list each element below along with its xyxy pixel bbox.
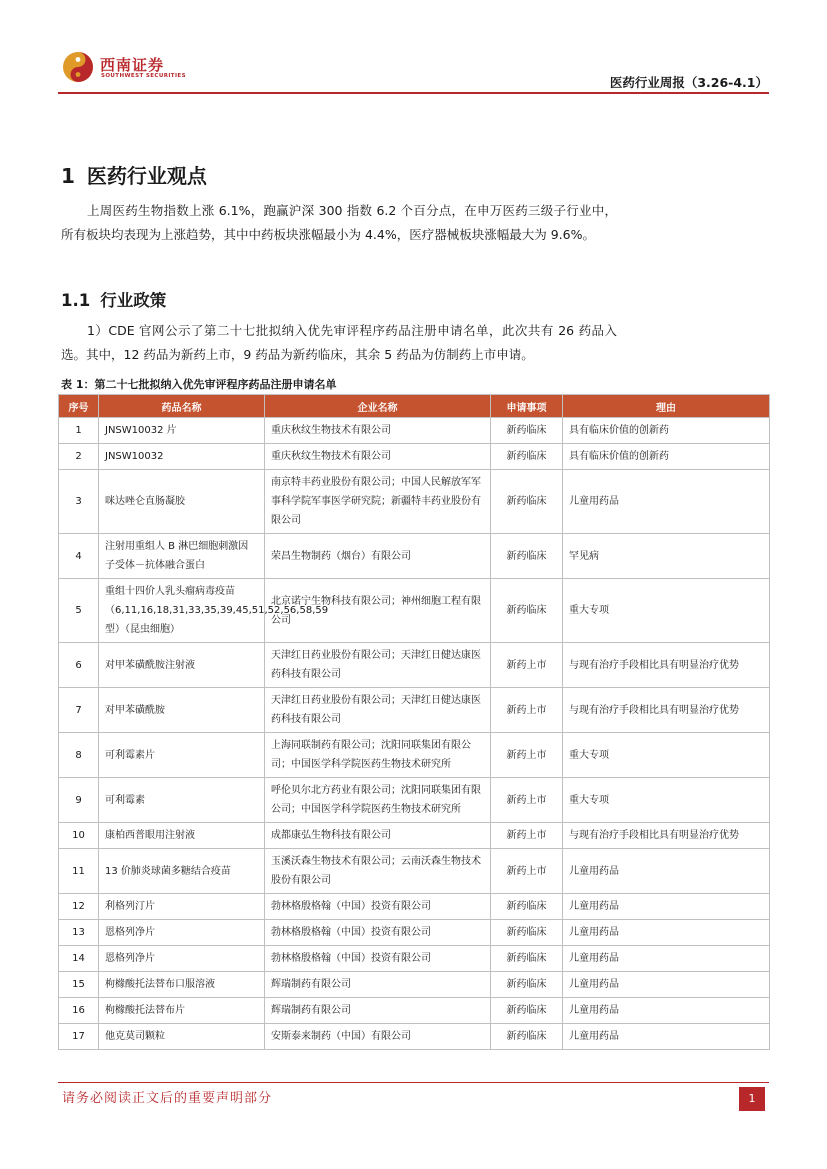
cell-company: 安斯泰来制药（中国）有限公司 — [265, 1024, 491, 1050]
cell-application: 新药上市 — [491, 688, 563, 733]
cell-company: 荣昌生物制药（烟台）有限公司 — [265, 534, 491, 579]
table-row — [59, 972, 770, 998]
cell-index: 14 — [59, 946, 99, 972]
footer-disclaimer: 请务必阅读正文后的重要声明部分 — [62, 1091, 273, 1106]
cell-company: 勃林格殷格翰（中国）投资有限公司 — [265, 920, 491, 946]
table-row — [59, 733, 770, 778]
cell-reason: 罕见病 — [563, 534, 770, 579]
cell-reason: 儿童用药品 — [563, 1024, 770, 1050]
cell-company: 重庆秋纹生物技术有限公司 — [265, 418, 491, 444]
logo-english-name: SOUTHWEST SECURITIES — [101, 73, 186, 79]
cell-reason: 重大专项 — [563, 778, 770, 823]
table-header-row — [59, 395, 770, 418]
cell-drug: 可利霉素片 — [99, 733, 265, 778]
section-paragraph: 上周医药生物指数上涨 6.1%，跑赢沪深 300 指数 6.2 个百分点，在申万医药三级子行业中，所有板块均表现为上涨趋势，其中中药板块涨幅最小为 4.4%，医疗器械板块涨幅最大为 9.6%。 — [61, 203, 617, 242]
cell-application: 新药上市 — [491, 778, 563, 823]
table-row — [59, 823, 770, 849]
cell-company: 辉瑞制药有限公司 — [265, 972, 491, 998]
cell-reason: 儿童用药品 — [563, 849, 770, 894]
cell-company: 玉溪沃森生物技术有限公司；云南沃森生物技术股份有限公司 — [265, 849, 491, 894]
cell-index: 12 — [59, 894, 99, 920]
table-row — [59, 894, 770, 920]
column-header-reason: 理由 — [563, 395, 770, 418]
cell-drug: 咪达唑仑直肠凝胶 — [99, 470, 265, 534]
cell-company: 呼伦贝尔北方药业有限公司；沈阳同联集团有限公司；中国医学科学院医药生物技术研究所 — [265, 778, 491, 823]
cell-application: 新药临床 — [491, 972, 563, 998]
table-caption: 表 1：第二十七批拟纳入优先审评程序药品注册申请名单 — [61, 378, 337, 391]
table-row — [59, 920, 770, 946]
section-heading — [61, 160, 207, 189]
cell-index: 3 — [59, 470, 99, 534]
report-title: 医药行业周报（3.26-4.1） — [609, 75, 768, 90]
cell-company: 重庆秋纹生物技术有限公司 — [265, 444, 491, 470]
cell-reason: 具有临床价值的创新药 — [563, 444, 770, 470]
cell-drug: 他克莫司颗粒 — [99, 1024, 265, 1050]
cell-drug: 恩格列净片 — [99, 920, 265, 946]
cell-application: 新药临床 — [491, 1024, 563, 1050]
table-row — [59, 579, 770, 643]
cell-reason: 与现有治疗手段相比具有明显治疗优势 — [563, 823, 770, 849]
cell-company: 北京诺宁生物科技有限公司；神州细胞工程有限公司 — [265, 579, 491, 643]
page-number: 1 — [739, 1087, 765, 1111]
cell-company: 勃林格殷格翰（中国）投资有限公司 — [265, 946, 491, 972]
section-title: 医药行业观点 — [86, 164, 207, 188]
cell-index: 6 — [59, 643, 99, 688]
cell-drug: 康柏西普眼用注射液 — [99, 823, 265, 849]
cell-application: 新药临床 — [491, 418, 563, 444]
subsection-heading — [61, 287, 166, 311]
cell-application: 新药临床 — [491, 534, 563, 579]
subsection-number: 1.1 — [61, 291, 91, 310]
table-row — [59, 1024, 770, 1050]
cell-reason: 儿童用药品 — [563, 946, 770, 972]
table-row — [59, 688, 770, 733]
table-row — [59, 946, 770, 972]
cell-index: 13 — [59, 920, 99, 946]
cell-company: 南京特丰药业股份有限公司；中国人民解放军军事科学院军事医学研究院；新疆特丰药业股份有限公司 — [265, 470, 491, 534]
cell-reason: 与现有治疗手段相比具有明显治疗优势 — [563, 643, 770, 688]
table-row — [59, 778, 770, 823]
cell-reason: 儿童用药品 — [563, 470, 770, 534]
cell-application: 新药临床 — [491, 579, 563, 643]
cell-drug: 恩格列净片 — [99, 946, 265, 972]
column-header-index: 序号 — [59, 395, 99, 418]
cell-company: 天津红日药业股份有限公司；天津红日健达康医药科技有限公司 — [265, 688, 491, 733]
cell-company: 成都康弘生物科技有限公司 — [265, 823, 491, 849]
cell-drug: 13 价肺炎球菌多糖结合疫苗 — [99, 849, 265, 894]
table-row — [59, 998, 770, 1024]
cell-index: 16 — [59, 998, 99, 1024]
table-row — [59, 534, 770, 579]
cell-application: 新药临床 — [491, 444, 563, 470]
cell-reason: 具有临床价值的创新药 — [563, 418, 770, 444]
cell-index: 17 — [59, 1024, 99, 1050]
cell-application: 新药临床 — [491, 998, 563, 1024]
table-row — [59, 444, 770, 470]
cell-company: 上海同联制药有限公司；沈阳同联集团有限公司；中国医学科学院医药生物技术研究所 — [265, 733, 491, 778]
cell-reason: 重大专项 — [563, 579, 770, 643]
cell-application: 新药临床 — [491, 470, 563, 534]
cell-index: 2 — [59, 444, 99, 470]
cell-drug: JNSW10032 片 — [99, 418, 265, 444]
cell-drug: 可利霉素 — [99, 778, 265, 823]
cell-company: 勃林格殷格翰（中国）投资有限公司 — [265, 894, 491, 920]
logo-mark-icon — [62, 51, 94, 83]
cell-reason: 儿童用药品 — [563, 972, 770, 998]
drug-list-table — [58, 394, 770, 1050]
header-divider — [58, 92, 769, 94]
cell-index: 11 — [59, 849, 99, 894]
cell-application: 新药上市 — [491, 643, 563, 688]
subsection-paragraph: 1）CDE 官网公示了第二十七批拟纳入优先审评程序药品注册申请名单，此次共有 26 药品入选。其中，12 药品为新药上市，9 药品为新药临床，其余 5 药品为仿制药上市申请。 — [61, 323, 617, 362]
cell-index: 7 — [59, 688, 99, 733]
column-header-drug: 药品名称 — [99, 395, 265, 418]
cell-company: 辉瑞制药有限公司 — [265, 998, 491, 1024]
cell-application: 新药临床 — [491, 920, 563, 946]
cell-drug: 注射用重组人 B 淋巴细胞刺激因子受体－抗体融合蛋白 — [99, 534, 265, 579]
subsection-title: 行业政策 — [100, 291, 167, 310]
cell-reason: 儿童用药品 — [563, 894, 770, 920]
cell-index: 8 — [59, 733, 99, 778]
cell-reason: 重大专项 — [563, 733, 770, 778]
column-header-company: 企业名称 — [265, 395, 491, 418]
section-number: 1 — [61, 164, 75, 188]
footer-divider — [58, 1082, 769, 1083]
cell-reason: 儿童用药品 — [563, 998, 770, 1024]
cell-application: 新药临床 — [491, 946, 563, 972]
cell-drug: 枸橼酸托法替布片 — [99, 998, 265, 1024]
table-row — [59, 643, 770, 688]
cell-drug: 枸橼酸托法替布口服溶液 — [99, 972, 265, 998]
cell-drug: 重组十四价人乳头瘤病毒疫苗（6,11,16,18,31,33,35,39,45,51,52,56,58,59 型）（昆虫细胞） — [99, 579, 265, 643]
table-row — [59, 418, 770, 444]
cell-application: 新药上市 — [491, 733, 563, 778]
cell-application: 新药临床 — [491, 894, 563, 920]
cell-index: 4 — [59, 534, 99, 579]
cell-reason: 儿童用药品 — [563, 920, 770, 946]
cell-index: 1 — [59, 418, 99, 444]
table-row — [59, 470, 770, 534]
cell-drug: 对甲苯磺酰胺 — [99, 688, 265, 733]
cell-company: 天津红日药业股份有限公司；天津红日健达康医药科技有限公司 — [265, 643, 491, 688]
cell-index: 15 — [59, 972, 99, 998]
logo-chinese-name: 西南证券 — [100, 56, 165, 74]
cell-reason: 与现有治疗手段相比具有明显治疗优势 — [563, 688, 770, 733]
cell-application: 新药上市 — [491, 849, 563, 894]
cell-drug: JNSW10032 — [99, 444, 265, 470]
table-row — [59, 849, 770, 894]
company-logo — [62, 51, 186, 85]
cell-application: 新药上市 — [491, 823, 563, 849]
cell-index: 10 — [59, 823, 99, 849]
column-header-application: 申请事项 — [491, 395, 563, 418]
cell-index: 9 — [59, 778, 99, 823]
cell-drug: 利格列汀片 — [99, 894, 265, 920]
cell-drug: 对甲苯磺酰胺注射液 — [99, 643, 265, 688]
cell-index: 5 — [59, 579, 99, 643]
